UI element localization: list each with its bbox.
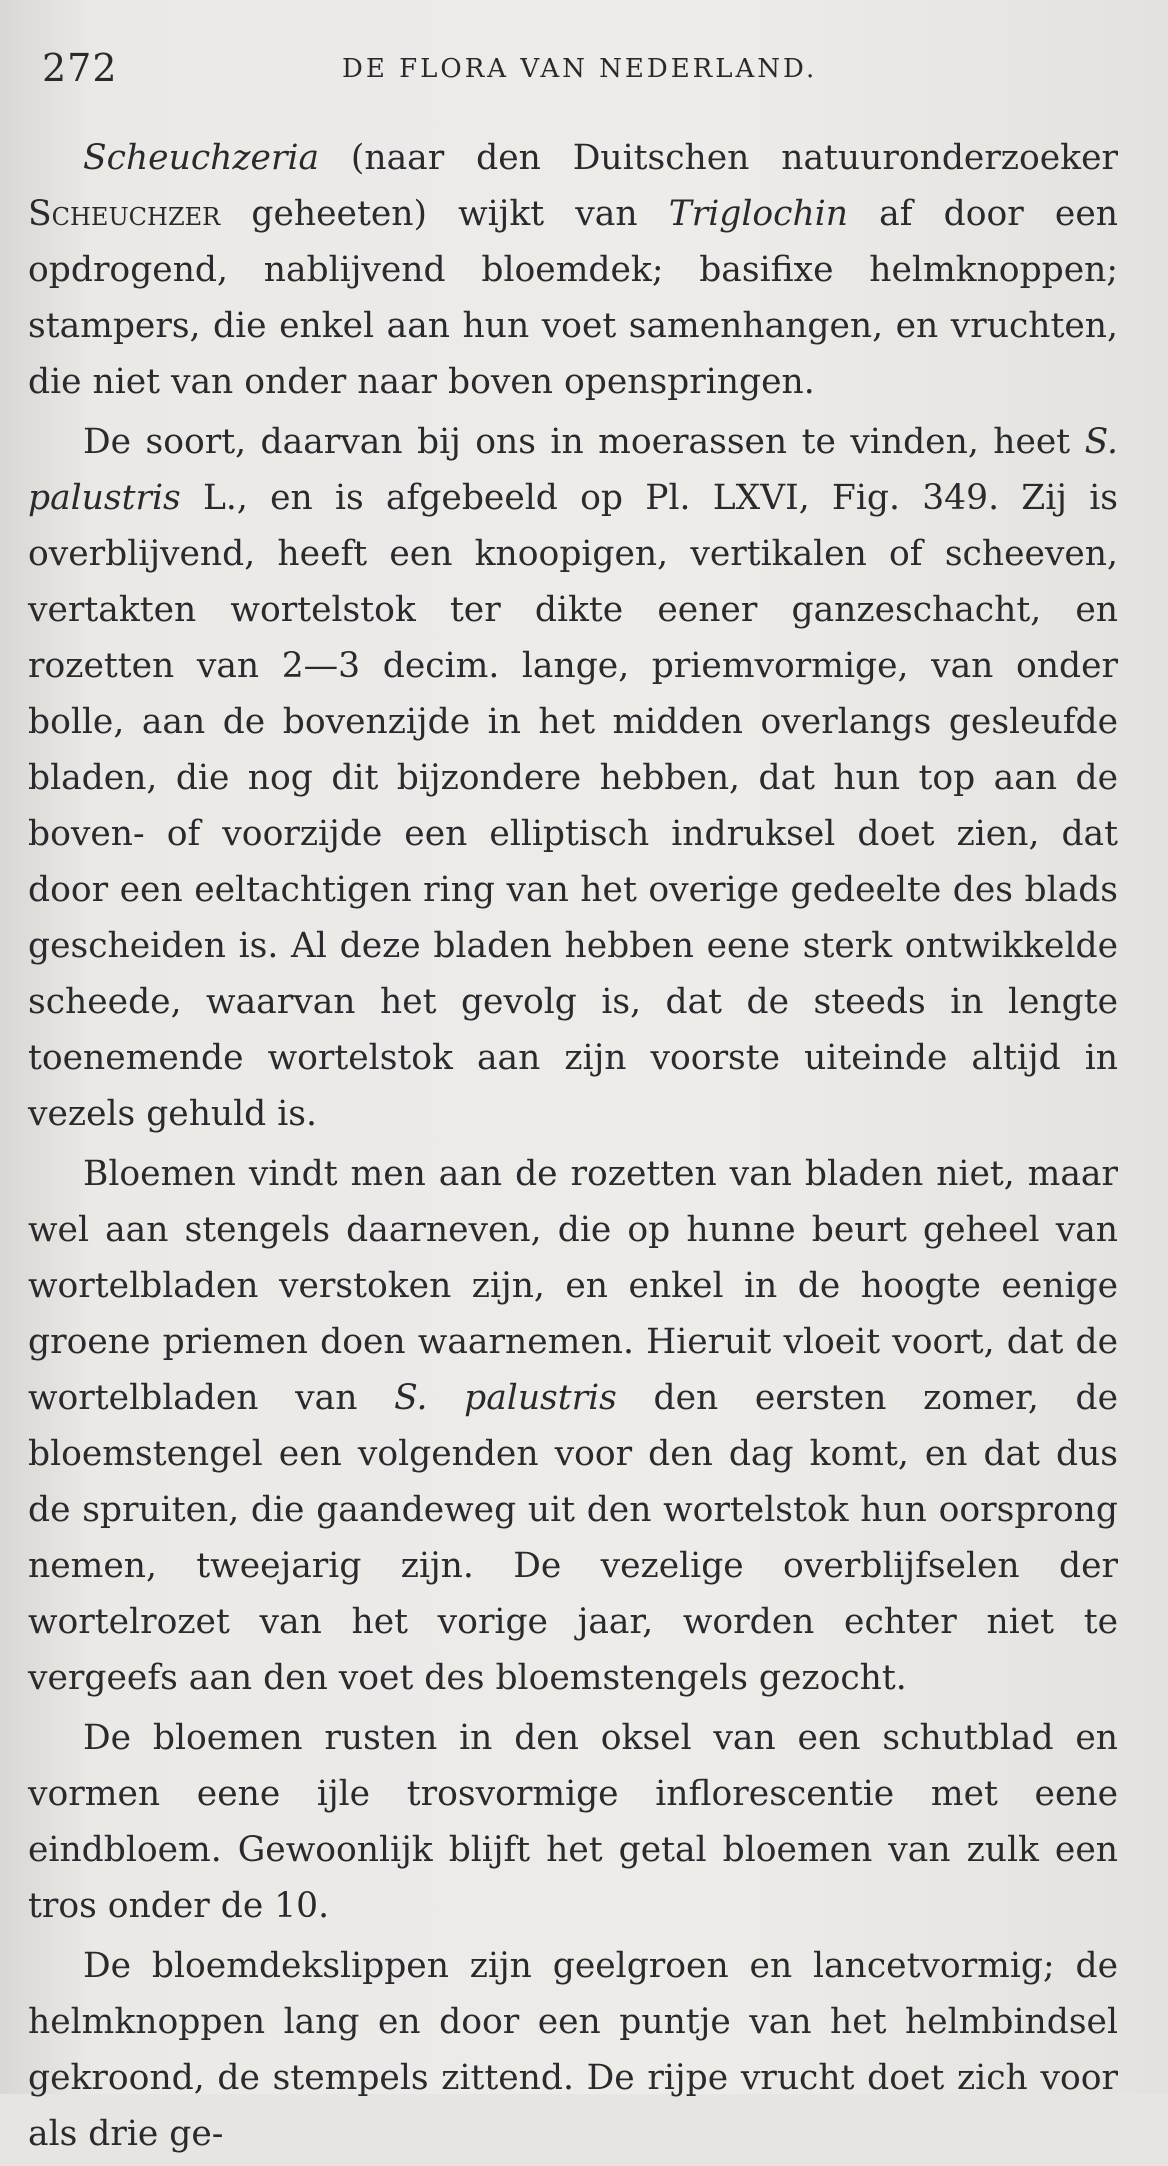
genus-name: Scheuchzeria [83,138,320,178]
species-name: S. palustris [28,422,1118,518]
paragraph-2: De soort, daarvan bij ons in moerassen te vinden, heet S. palustris L., en is afgebeeld op Pl. LXVI, Fig. 349. Zij is overblijvend, heeft een knoopigen, vertikalen of scheeven, vertakten wortelstok ter dikte eener ganzeschacht, en rozetten van 2—3 decim. lange, priemvormige, van onder bolle, aan de bovenzijde in het midden overlangs gesleufde bladen, die nog dit bijzondere hebben, dat hun top aan de boven- of voorzijde een elliptisch indruksel doet zien, dat door een eeltachtigen ring van het overige gedeelte des blads gescheiden is. Al deze bladen hebben eene sterk ontwikkelde scheede, waarvan het gevolg is, dat de steeds in lengte toenemende wortelstok aan zijn voorste uiteinde altijd in vezels gehuld is. [28,422,1118,1134]
genus-name: Triglochin [668,194,848,234]
paragraph-4: De bloemen rusten in den oksel van een schutblad en vormen eene ijle trosvormige inflorescentie met eene eindbloem. Gewoonlijk blijft het getal bloemen van zulk een tros onder de 10. [28,1718,1118,1926]
body-text [28,130,1118,2166]
page-header [42,40,1102,100]
person-name: Scheuchzer [28,194,221,234]
paragraph-5: De bloemdekslippen zijn geelgroen en lancetvormig; de helmknoppen lang en door een puntje van het helmbindsel gekroond, de stempels zittend. De rijpe vrucht doet zich voor als drie ge- [28,1946,1118,2154]
paragraph-1: Scheuchzeria (naar den Duitschen natuuronderzoeker Scheuchzer geheeten) wijkt van Triglochin af door een opdrogend, nablijvend bloemdek; basifixe helmknoppen; stampers, die enkel aan hun voet samenhangen, en vruchten, die niet van onder naar boven openspringen. [28,138,1118,402]
running-title: DE FLORA VAN NEDERLAND. [342,54,818,84]
page-number: 272 [42,46,118,90]
species-name: S. palustris [394,1378,617,1418]
paragraph-3: Bloemen vindt men aan de rozetten van bladen niet, maar wel aan stengels daarneven, die op hunne beurt geheel van wortelbladen verstoken zijn, en enkel in de hoogte eenige groene priemen doen waarnemen. Hieruit vloeit voort, dat de wortelbladen van S. palustris den eersten zomer, de bloemstengel een volgenden voor den dag komt, en dat dus de spruiten, die gaandeweg uit den wortelstok hun oorsprong nemen, tweejarig zijn. De vezelige overblijfselen der wortelrozet van het vorige jaar, worden echter niet te vergeefs aan den voet des bloemstengels gezocht. [28,1154,1119,1698]
